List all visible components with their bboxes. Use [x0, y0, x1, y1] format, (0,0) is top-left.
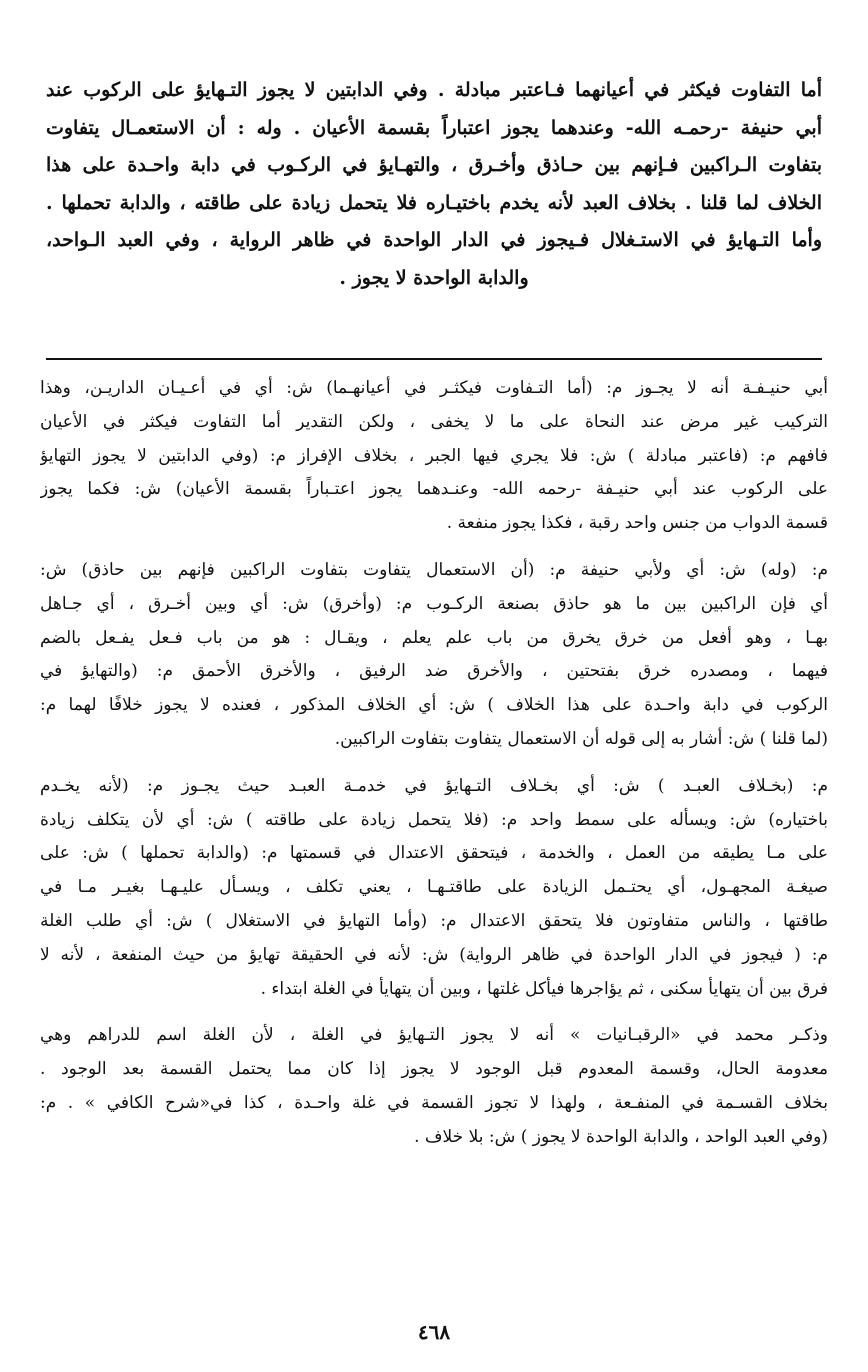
commentary-line: صيغـة المجهـول، أي يحتـمل الزيادة على طاقتـهـا ، يعني تكلف ، ويسـأل عليـهـا بغيـر مـا في	[40, 877, 828, 898]
commentary-line: الركوب في دابة واحـدة على هذا الخلاف ) ش: أي الخلاف المذكور ، فعنده لا يجوز خلافًا لهما م:	[40, 695, 828, 716]
commentary-line: فيهما ، ومصدره خرق بفتحتين ، والأخرق ضد الرفيق ، والأخرق الأحمق م: (والتهايؤ في	[40, 661, 828, 682]
commentary-line: معدومة الحال، وقسمة المعدوم قبل الوجود لا يجوز إذا كان مما يحتمل القسمة بعد الوجود .	[40, 1059, 828, 1080]
commentary-line: بهـا ، وهو أفعل من خرق يخرق من باب علم يعلم ، ويقـال : هو من باب فـعل يفـعل بالضم	[40, 627, 828, 648]
commentary-line: م: ( فيجوز في الدار الواحدة في ظاهر الرواية) ش: لأنه في الحقيقة تهايؤ من حيث المنفعة ، لأنه لا	[40, 944, 828, 965]
commentary-paragraph	[40, 770, 828, 1007]
main-text-line: وأما التـهايؤ في الاستـغلال فـيجوز في الدار الواحدة في ظاهر الرواية ، وفي العبد الـواحد،	[46, 229, 822, 251]
main-text-line: الخلاف لما قلنا . بخلاف العبد لأنه يخدم باختيـاره فلا يتحمل زيادة على طاقته ، والدابة تحملها .	[46, 191, 822, 214]
commentary-block	[40, 372, 828, 1168]
commentary-line: على الركوب عند أبي حنيـفة -رحمه الله- وعنـدهما يجوز اعتـباراً بقسمة الأعيان) ش: فكما يجوز	[40, 479, 828, 500]
commentary-line: أبي حنيـفـة أنه لا يجـوز م: (أما التـفاوت فيكثـر في أعيانهـما) ش: أي في أعـيـان الداريـن، وهذا	[40, 378, 828, 398]
main-text-line: والدابة الواحدة لا يجوز .	[339, 266, 529, 289]
commentary-paragraph	[40, 372, 828, 541]
page-number: ٤٦٨	[417, 1320, 451, 1344]
commentary-line: فرق بين أن يتهايأ سكنى ، ثم يؤاجرها فيأكل غلتها ، وبين أن يتهايأ في الغلة ابتداء .	[260, 978, 828, 999]
main-text-block	[46, 72, 822, 297]
main-text-line: أما التفاوت فيكثر في أعيانهما فـاعتبر مبادلة . وفي الدابتين لا يجوز التـهايؤ على الركوب عند	[46, 79, 822, 101]
main-text-line: أبي حنيفة -رحمـه الله- وعندهما يجوز اعتباراً بقسمة الأعيان . وله : أن الاستعمـال يتفاوت	[46, 116, 822, 139]
main-text-line: بتفاوت الـراكبين فـإنهم بين حـاذق وأخـرق ، والتهـايؤ في الركـوب في دابة واحـدة على هذا	[46, 154, 822, 176]
commentary-line: على مـا يطيقه من العمل ، والخدمة ، فيتحقق الاعتدال في قسمتها م: (والدابة تحملها ) ش: على	[40, 843, 828, 864]
commentary-line: قسمة الدواب من جنس واحد رقبة ، فكذا يجوز منفعة .	[446, 513, 828, 534]
commentary-line: طاقتها ، والناس متفاوتون فلا يتحقق الاعتدال م: (وأما التهايؤ في الاستغلال ) ش: أي طلب الغلة	[40, 910, 828, 931]
commentary-paragraph	[40, 554, 828, 757]
commentary-line: بخلاف القسـمة في المنفـعة ، ولهذا لا تجوز القسمة في غلة واحـدة ، كذا في«شرح الكافي » . م:	[40, 1092, 828, 1113]
separator-rule	[46, 358, 822, 360]
commentary-line: (وفي العبد الواحد ، والدابة الواحدة لا يجوز ) ش: بلا خلاف .	[414, 1126, 828, 1147]
commentary-line: م: (وله) ش: أي ولأبي حنيفة م: (أن الاستعمال يتفاوت بتفاوت الراكبين فإنهم بين حاذق) ش:	[40, 559, 828, 580]
commentary-line: م: (بخـلاف العبـد ) ش: أي بخـلاف التـهايؤ في خدمـة العبـد حيث يجـوز م: (لأنه يخـدم	[40, 775, 828, 796]
commentary-line: التركيب غير مرض عند النحاة على ما لا يخفى ، ولكن التقدير أما التفاوت فيكثر في الأعيان	[40, 411, 828, 432]
commentary-line: أي فإن الراكبين بين ما هو حاذق بصنعة الركـوب م: (وأخرق) ش: أي وبين أخـرق ، أي جـاهل	[40, 593, 828, 614]
commentary-line: باختياره) ش: ويسأله على سمط واحد م: (فلا يتحمل زيادة على طاقته ) ش: أي لأن يتكلف زيادة	[40, 809, 828, 830]
commentary-line: وذكـر محمد في «الرقبـانيات » أنه لا يجوز التـهايؤ في الغلة ، لأن الغلة اسم للدراهم وهي	[40, 1025, 828, 1046]
commentary-line: فافهم م: (فاعتبر مبادلة ) ش: فلا يجري فيها الجبر ، بخلاف الإفراز م: (وفي الدابتين لا يجوز التهايؤ	[40, 445, 828, 466]
commentary-paragraph	[40, 1019, 828, 1154]
commentary-line: (لما قلنا ) ش: أشار به إلى قوله أن الاستعمال يتفاوت بتفاوت الراكبين.	[334, 728, 828, 749]
